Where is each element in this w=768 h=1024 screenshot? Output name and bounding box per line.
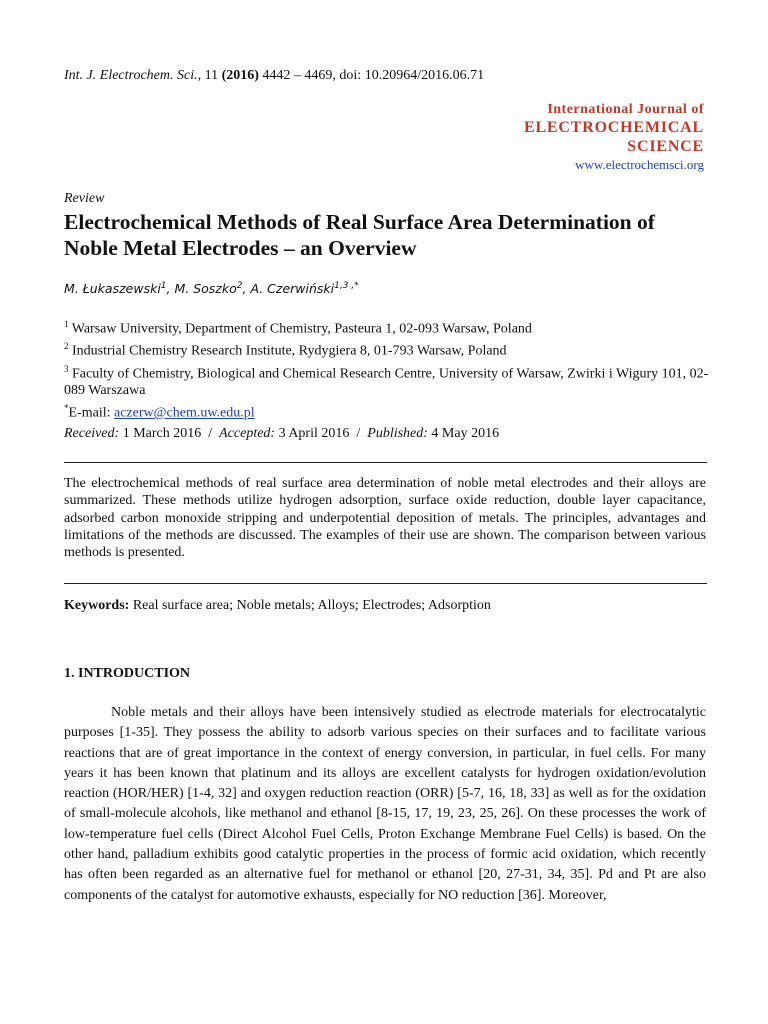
affiliation-2: $^2$ Industrial Chemistry Research Institute, Rydygiera 8, 01-793 Warsaw, Poland bbox=[64, 341, 507, 360]
section-heading: 1. INTRODUCTION bbox=[64, 666, 191, 681]
journal-url[interactable]: www.electrochemsci.org bbox=[575, 157, 704, 172]
email-link[interactable]: aczerw@chem.uw.edu.pl bbox=[114, 405, 255, 421]
author-2: M. Soszko bbox=[174, 281, 237, 297]
author-2-affil: 2 bbox=[236, 281, 243, 291]
affiliations bbox=[64, 316, 714, 423]
received-date: 1 March 2016 bbox=[119, 426, 202, 441]
journal-abbrev: Int. J. Electrochem. Sci., bbox=[64, 68, 202, 83]
journal-block bbox=[524, 101, 704, 173]
journal-name-line3: SCIENCE bbox=[627, 138, 704, 155]
abstract: The electrochemical methods of real surface area determination of noble metal electrodes and their alloys are summarized. These methods utilize hydrogen adsorption, surface oxide reduction, double layer capacitance, adsorbed carbon monoxide stripping and underpotential deposition of metals. The principles, advantages and limitations of the methods are discussed. The examples of their use are shown. The comparison between various methods is presented. bbox=[64, 476, 706, 561]
journal-name-line2: ELECTROCHEMICAL bbox=[523, 119, 704, 136]
pages-doi: 4442 – 4469, doi: 10.20964/2016.06.71 bbox=[262, 68, 485, 83]
keywords: Keywords: Real surface area; Noble metals; Alloys; Electrodes; Adsorption bbox=[64, 598, 491, 613]
affiliation-1: $^1$ Warsaw University, Department of Chemistry, Pasteura 1, 02-093 Warsaw, Poland bbox=[64, 319, 532, 337]
email-line: *E-mail: aczerw@chem.uw.edu.pl bbox=[64, 403, 255, 421]
year: (2016) bbox=[221, 68, 259, 83]
author-1-affil: 1 bbox=[160, 281, 167, 291]
volume: 11 bbox=[204, 68, 219, 83]
journal-name-line1: International Journal of bbox=[547, 102, 704, 117]
publication-dates: Received: 1 March 2016 / Accepted: 3 April 2016 / Published: 4 May 2016 bbox=[64, 426, 500, 441]
intro-paragraph: Noble metals and their alloys have been intensively studied as electrode materials for electrocatalytic purposes [1-35]. They possess the ability to adsorb various species on their surfaces and to facilitate various reactions that are of great importance in the context of energy conversion, in particular, in fuel cells. For many years it has been known that platinum and its alloys are excellent catalysts for hydrogen oxidation/evolution reaction (HOR/HER) [1-4, 32] and oxygen reduction reaction (ORR) [5-7, 16, 18, 33] as well as for the oxidation of small-molecule alcohols, like methanol and ethanol [8-15, 17, 19, 23, 25, 26]. On these processes the work of low-temperature fuel cells (Direct Alcohol Fuel Cells, Proton Exchange Membrane Fuel Cells) is based. On the other hand, palladium exhibits good catalytic properties in the process of formic acid oxidation, which recently has often been regarded as an alternative fuel for methanol or ethanol [20, 27-31, 34, 35]. Pd and Pt are also components of the catalyst for automotive exhausts, especially for NO reduction [36]. Moreover, bbox=[64, 705, 706, 903]
author-list: M. Łukaszewski$^1$, M. Soszko$^2$, A. Czerwiński$^{1,3 ,*}$ bbox=[64, 281, 359, 297]
accepted-date: 3 April 2016 bbox=[275, 426, 350, 441]
divider-bottom bbox=[64, 583, 707, 584]
author-3: A. Czerwiński bbox=[250, 281, 335, 297]
divider-top bbox=[64, 462, 707, 463]
author-3-affil: 1,3 ,* bbox=[334, 281, 359, 291]
affiliation-3: $^3$ Faculty of Chemistry, Biological and Chemical Research Centre, University of Warsaw, Zwirki i Wigury 101, 02-089 Warszawa bbox=[64, 363, 709, 399]
article-title: Electrochemical Methods of Real Surface Area Determination of Noble Metal Electrodes – an Overview bbox=[64, 210, 655, 260]
published-date: 4 May 2016 bbox=[427, 426, 500, 441]
citation-line bbox=[64, 68, 484, 84]
article-type: Review bbox=[64, 191, 105, 206]
author-1: M. Łukaszewski bbox=[64, 281, 161, 297]
